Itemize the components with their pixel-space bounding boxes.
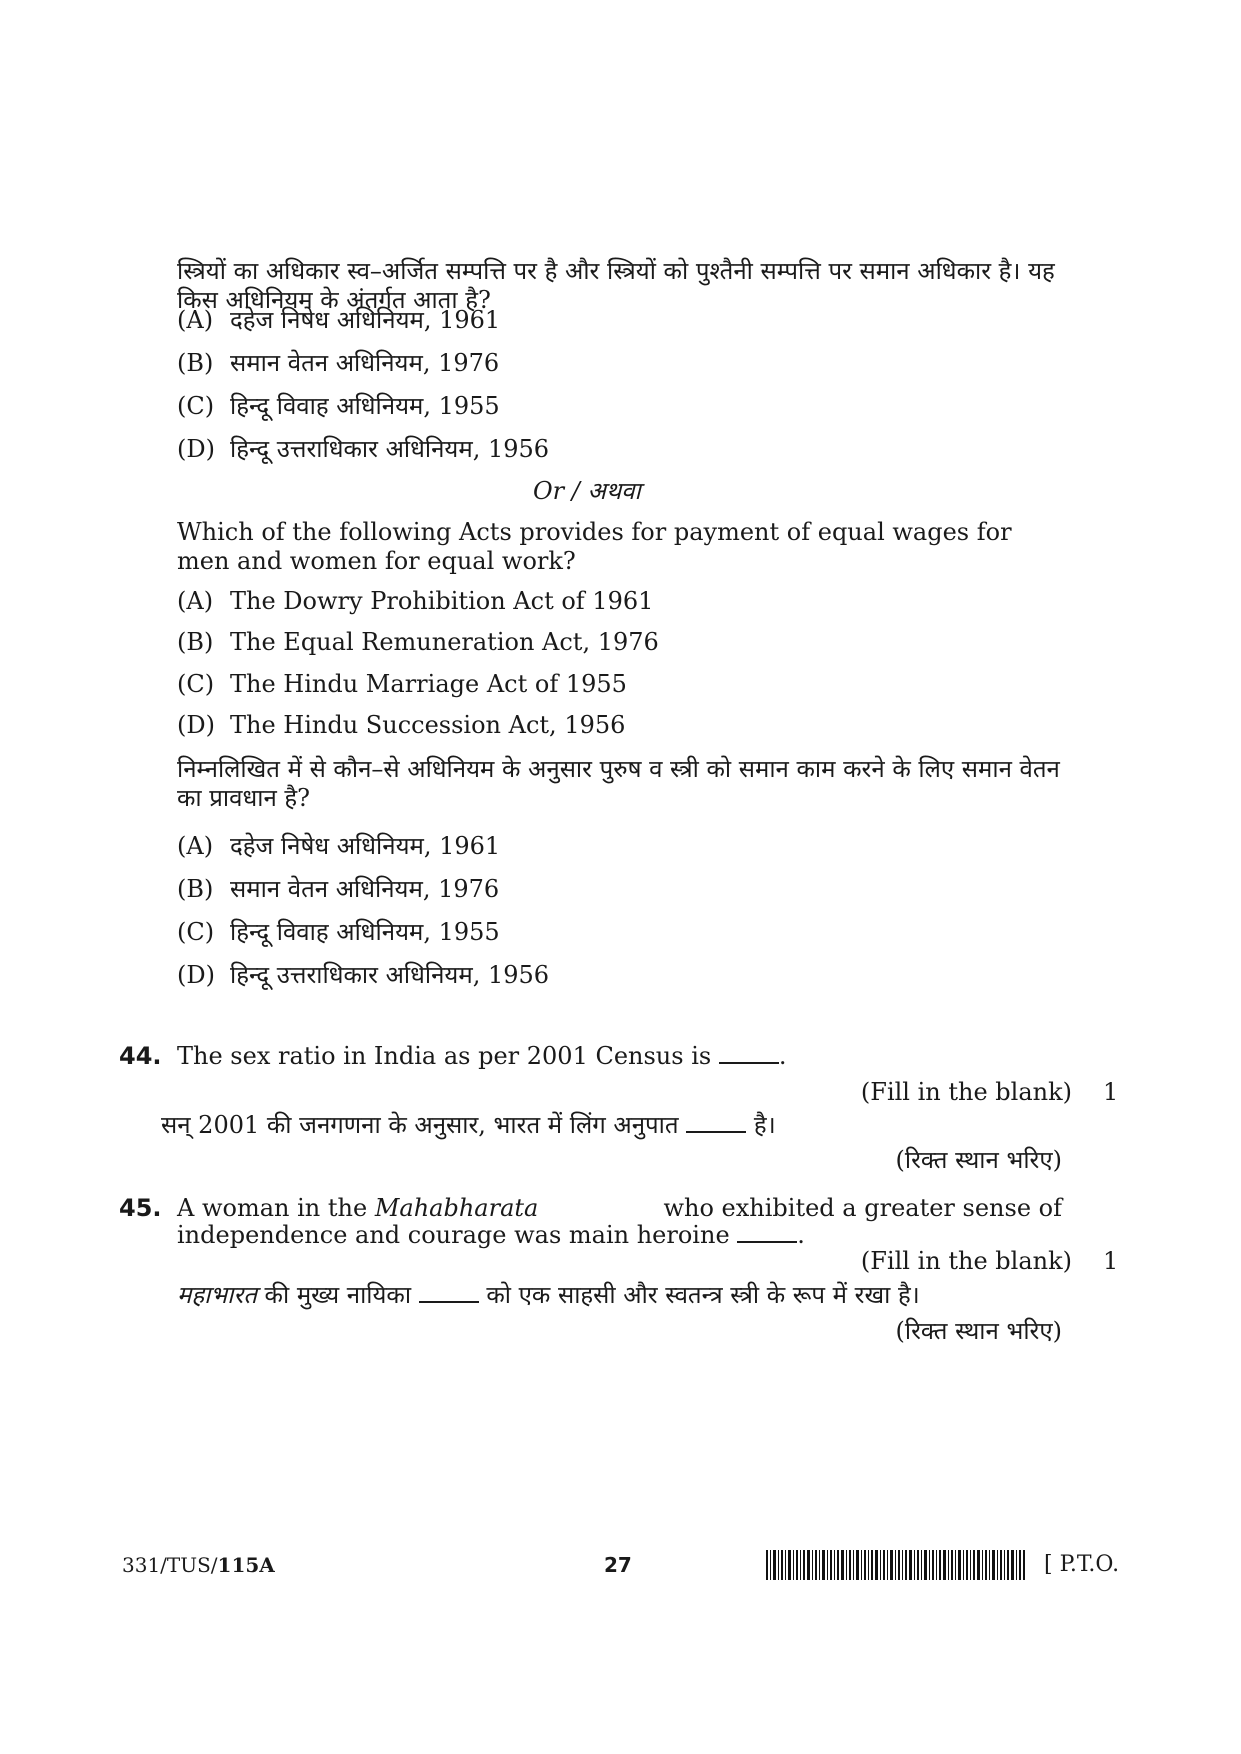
q45-hindi-blank [419,1281,479,1303]
or-separator: Or / अथवा [533,477,641,505]
page-number: 27 [604,1553,632,1577]
q44-marks: 1 [1103,1078,1119,1106]
q45-hindi-instruction: (रिक्त स्थान भरिए) [895,1317,1062,1345]
q45-text-a: A woman in the [177,1194,368,1222]
option-text: समान वेतन अधिनियम, 1976 [230,349,500,377]
q43-alt-hindi-option-d [177,960,549,990]
option-text: The Equal Remuneration Act, 1976 [230,628,659,656]
question-number-44: 44. [119,1042,162,1070]
option-label: (D) [177,711,215,739]
option-label: (C) [177,670,215,698]
option-text: हिन्दू विवाह अधिनियम, 1955 [230,918,500,946]
q45-line1-end: who exhibited a greater sense of [663,1194,1062,1222]
option-text: The Dowry Prohibition Act of 1961 [230,587,654,615]
q44-english-text [177,1041,786,1071]
question-number-45: 45. [119,1194,162,1222]
q43-alt-hindi-option-a [177,831,500,861]
q44-hindi-blank [686,1111,746,1133]
option-text: समान वेतन अधिनियम, 1976 [230,875,500,903]
q43-alt-hindi-option-c [177,917,500,947]
option-label: (A) [177,306,214,334]
q45-english-line2-after: . [797,1221,805,1249]
option-text: हिन्दू उत्तराधिकार अधिनियम, 1956 [230,435,550,463]
q45-hindi-after: को एक साहसी और स्वतन्त्र स्त्री के रूप में रखा है। [486,1281,920,1309]
option-label: (A) [177,587,214,615]
q43-hindi-stem: स्त्रियों का अधिकार स्व–अर्जित सम्पत्ति पर है और स्त्रियों को पुश्तैनी सम्पत्ति पर समान अधिकार है। यह किस अधिनियम के अंतर्गत आता है? [177,257,1055,314]
q45-blank [737,1221,797,1243]
option-text: हिन्दू विवाह अधिनियम, 1955 [230,392,500,420]
option-text: दहेज निषेध अधिनियम, 1961 [230,306,501,334]
option-label: (D) [177,435,215,463]
paper-code [122,1553,275,1577]
paper-code-set: 115A [217,1553,275,1577]
mahabharata-title: Mahabharata [374,1194,539,1222]
q44-blank [719,1042,779,1064]
q43-alt-english-option-b [177,627,659,657]
pto-label: [ P.T.O. [1044,1552,1120,1577]
q43-hindi-option-d [177,434,549,464]
option-text: दहेज निषेध अधिनियम, 1961 [230,832,501,860]
q45-instruction: (Fill in the blank) [860,1247,1072,1275]
q45-english-line-1 [177,1193,1062,1223]
option-label: (C) [177,918,215,946]
q43-hindi-option-a [177,305,500,335]
q45-hindi-before: की मुख्य नायिका [264,1281,412,1309]
q43-alt-hindi-option-b [177,874,499,904]
q43-hindi-option-b [177,348,499,378]
option-label: (B) [177,875,214,903]
q44-hindi-instruction: (रिक्त स्थान भरिए) [895,1146,1062,1174]
q44-hindi-before: सन् 2001 की जनगणना के अनुसार, भारत में लिंग अनुपात [161,1111,679,1139]
q45-english-line2-before: independence and courage was main heroine [177,1221,730,1249]
q45-line1-start [177,1193,538,1223]
q44-instruction: (Fill in the blank) [860,1078,1072,1106]
q44-hindi-text [161,1110,776,1140]
option-text: हिन्दू उत्तराधिकार अधिनियम, 1956 [230,961,550,989]
option-label: (A) [177,832,214,860]
q43-alt-english-option-a [177,586,653,616]
mahabharata-hindi-title: महाभारत [177,1281,257,1309]
option-label: (B) [177,349,214,377]
q44-hindi-after: है। [753,1111,776,1139]
barcode-image [766,1550,1026,1580]
option-text: The Hindu Marriage Act of 1955 [230,670,627,698]
q44-english-after: . [778,1042,787,1070]
q44-english-before: The sex ratio in India as per 2001 Census is [177,1042,712,1070]
option-text: The Hindu Succession Act, 1956 [230,711,626,739]
q43-hindi-option-c [177,391,500,421]
q43-alt-english-stem: Which of the following Acts provides for payment of equal wages for men and women for equal work? [177,518,1012,575]
q43-alt-hindi-stem: निम्नलिखित में से कौन–से अधिनियम के अनुसार पुरुष व स्त्री को समान काम करने के लिए समान वेतन का प्रावधान है? [177,755,1060,812]
q45-hindi-text [177,1280,920,1310]
option-label: (B) [177,628,214,656]
paper-code-prefix: 331/TUS/ [122,1553,218,1577]
option-label: (C) [177,392,215,420]
option-label: (D) [177,961,215,989]
q45-marks: 1 [1103,1247,1119,1275]
q43-alt-english-option-d [177,710,625,740]
q43-alt-english-option-c [177,669,627,699]
q45-english-line-2 [177,1220,805,1250]
